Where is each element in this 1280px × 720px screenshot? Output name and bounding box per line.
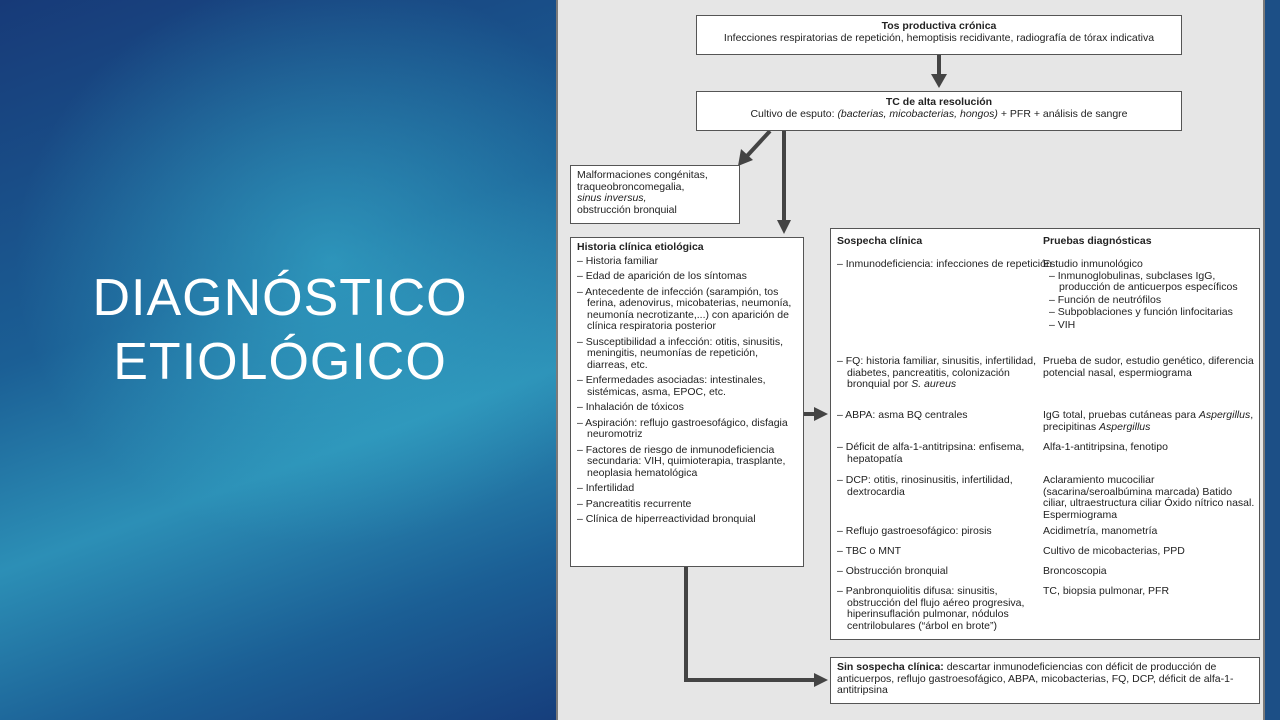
chronic-cough-title: Tos productiva crónica [881, 20, 997, 32]
s-aureus-text: S. aureus [911, 378, 957, 390]
immuno-subitems [1043, 271, 1258, 332]
tests-text [1043, 259, 1258, 332]
history-item: – Aspiración: reflujo gastroesofágico, disfagia neuromotriz [577, 416, 788, 440]
suspicion-text: – TBC o MNT [837, 545, 901, 557]
suspicion-text: – DCP: otitis, rinosinusitis, infertilidad, dextrocardia [837, 474, 1013, 498]
aspergillus-text: Aspergillus [1198, 409, 1251, 421]
history-item: – Antecedente de infección (sarampión, tos ferina, adenovirus, micobaterias, neumonía, neumonía necrotizante,...) con aparición de clínica respiratoria posterior [577, 285, 792, 332]
history-item: – Clínica de hiperreactividad bronquial [577, 513, 756, 525]
tests-text: Alfa-1-antitripsina, fenotipo [1043, 441, 1168, 453]
tests-text [1043, 410, 1258, 433]
history-item: – Historia familiar [577, 254, 659, 267]
etiological-history-box [570, 237, 804, 567]
no-suspicion-text: descartar inmunodeficiencias con déficit de producción de anticuerpos, reflujo gastroesofágico, ABPA, micobacterias, FQ, DCP, déficit de alfa-1-antitripsina [837, 661, 1234, 696]
ct-text-italic: (bacterias, micobacterias, hongos) [837, 107, 998, 120]
no-suspicion-box [830, 657, 1260, 704]
history-item: – Susceptibilidad a infección: otitis, sinusitis, meningitis, neumonías de repetición, diarreas, etc. [577, 335, 784, 371]
malformations-line: traqueobroncomegalia, [577, 180, 685, 193]
tests-text: Cultivo de micobacterias, PPD [1043, 545, 1185, 557]
abpa-tests: IgG total, pruebas cutáneas para [1043, 409, 1196, 421]
slide-title [30, 266, 530, 394]
immuno-subitem: – Inmunoglobulinas, subclases IgG, producción de anticuerpos específicos [1049, 269, 1238, 293]
tests-header: Pruebas diagnósticas [1043, 235, 1152, 247]
immuno-subitem: – Función de neutrófilos [1049, 293, 1162, 306]
malformations-line: obstrucción bronquial [577, 203, 677, 216]
suspicion-text: – Obstrucción bronquial [837, 565, 948, 577]
title-panel [0, 0, 556, 720]
clinical-suspicion-box [830, 228, 1260, 640]
history-item: – Factores de riesgo de inmunodeficiencia secundaria: VIH, quimioterapia, trasplante, neoplasia hematológica [577, 443, 786, 479]
tests-text: Aclaramiento mucociliar (sacarina/seroalbúmina marcada) Batido ciliar, ultraestructura ciliar Óxido nítrico nasal. Espermiograma [1043, 474, 1255, 521]
cf-text: – FQ: historia familiar, sinusitis, infertilidad, diabetes, pancreatitis, colonización bronquial por [837, 355, 1036, 390]
history-item: – Inhalación de tóxicos [577, 401, 684, 413]
suspicion-text: – ABPA: asma BQ centrales [837, 409, 968, 421]
suspicion-text: – Reflujo gastroesofágico: pirosis [837, 525, 992, 537]
suspicion-text: – Inmunodeficiencia: infecciones de repetición [837, 258, 1052, 270]
chronic-cough-box [696, 15, 1182, 55]
ct-title: TC de alta resolución [885, 96, 993, 108]
history-title: Historia clínica etiológica [577, 241, 704, 253]
history-item: – Pancreatitis recurrente [577, 497, 692, 510]
tests-text: Broncoscopia [1043, 565, 1107, 577]
history-item: – Edad de aparición de los síntomas [577, 270, 747, 282]
ct-text-post: + PFR + análisis de sangre [997, 107, 1128, 120]
suspicion-text [837, 356, 1052, 391]
malformations-box [570, 165, 740, 224]
ct-text [697, 109, 1181, 121]
slide-title-line-1: DIAGNÓSTICO [92, 269, 468, 327]
immuno-subitem: – Subpoblaciones y función linfocitarias [1049, 306, 1233, 318]
aspergillus-text: Aspergillus [1099, 420, 1151, 433]
malformations-line: Malformaciones congénitas, [577, 169, 708, 181]
suspicion-text: – Panbronquiolitis difusa: sinusitis, obstrucción del flujo aéreo progresiva, hiperinsuflación pulmonar, nódulos centrilobulares (“árbol en brote”) [837, 585, 1025, 632]
suspicion-header: Sospecha clínica [837, 235, 923, 247]
tests-text: Acidimetría, manometría [1043, 525, 1158, 537]
history-item: – Enfermedades asociadas: intestinales, sistémicas, asma, EPOC, etc. [577, 374, 766, 398]
abpa-tests-post: , precipitinas [1043, 409, 1254, 433]
tests-text: TC, biopsia pulmonar, PFR [1043, 585, 1170, 597]
tests-main: Estudio inmunológico [1043, 258, 1143, 270]
ct-box [696, 91, 1182, 131]
sinus-inversus-text: sinus inversus, [577, 192, 647, 204]
no-suspicion-title: Sin sospecha clínica: [837, 661, 944, 673]
ct-text-pre: Cultivo de esputo: [750, 107, 838, 120]
suspicion-text: – Déficit de alfa-1-antitripsina: enfisema, hepatopatía [837, 441, 1025, 465]
slide-title-line-2: ETIOLÓGICO [113, 333, 447, 391]
immuno-subitem: – VIH [1049, 318, 1076, 331]
malformations-line [577, 193, 733, 205]
right-edge-strip [1265, 0, 1280, 720]
chronic-cough-text: Infecciones respiratorias de repetición, hemoptisis recidivante, radiografía de tórax indicativa [723, 31, 1155, 44]
tests-text: Prueba de sudor, estudio genético, diferencia potencial nasal, espermiograma [1043, 355, 1254, 379]
history-item: – Infertilidad [577, 482, 635, 494]
history-list [577, 256, 797, 526]
